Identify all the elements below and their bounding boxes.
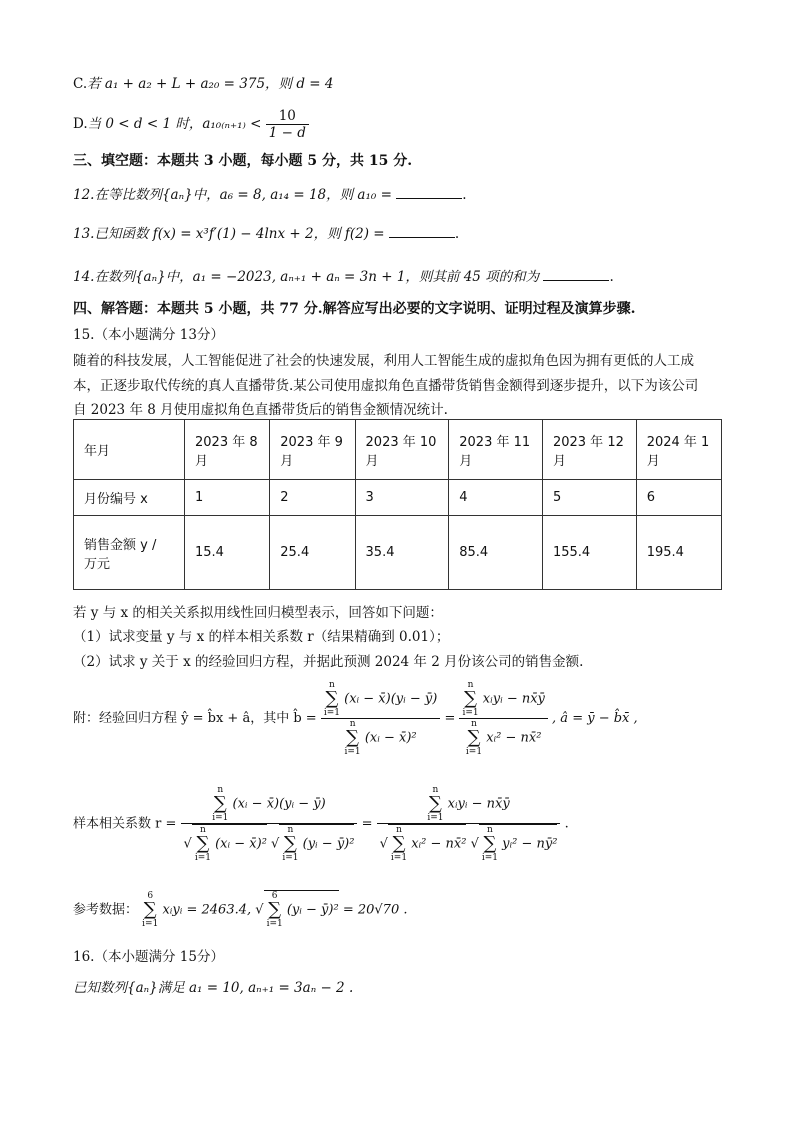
option-c-label: C.: [73, 76, 88, 92]
table-cell: 2023 年 11 月: [449, 420, 543, 480]
table-cell: 155.4: [542, 516, 636, 590]
question-14: [73, 265, 614, 285]
q15-intro: 若 y 与 x 的相关关系拟用线性回归模型表示，回答如下问题：: [73, 605, 443, 621]
table-cell: 1: [185, 480, 270, 516]
fraction-denominator: 1 − d: [268, 125, 306, 141]
table-cell: 2023 年 12 月: [542, 420, 636, 480]
question-12: [73, 183, 467, 203]
option-c: [73, 72, 333, 92]
table-header-x: 月份编号 x: [74, 480, 185, 516]
q14-answer-blank: [543, 268, 609, 281]
r-fraction-2: n ∑ i=1 xᵢyᵢ − nx̄ȳ √n ∑ i=1 xᵢ² − nx̄² √n ∑ i=1 yᵢ² − nȳ²: [377, 785, 561, 863]
appendix-label: 附：经验回归方程 ŷ = b̂x + â，其中 b̂ =: [73, 711, 317, 726]
q15-para-line2: 本，正逐步取代传统的真人直播带货.某公司使用虚拟角色直播带货销售金额得到逐步提升，以下为该公司: [73, 378, 699, 394]
table-cell: 35.4: [355, 516, 449, 590]
table-row-month: [74, 420, 722, 480]
ref-label: 参考数据：: [73, 902, 139, 918]
table-row-x: [74, 480, 722, 516]
table-cell: 2024 年 1 月: [636, 420, 721, 480]
q13-end: .: [454, 226, 460, 242]
r-label: 样本相关系数 r =: [73, 816, 177, 832]
table-cell: 2023 年 9 月: [270, 420, 355, 480]
q12-text: 12.在等比数列{aₙ}中，a₆ = 8, a₁₄ = 18，则 a₁₀ =: [73, 187, 392, 203]
section-4-heading: 四、解答题：本题共 5 小题，共 77 分.解答应写出必要的文字说明、证明过程及演算步骤.: [73, 301, 636, 317]
table-header-month: 年月: [74, 420, 185, 480]
q16-text: 已知数列{aₙ}满足 a₁ = 10, aₙ₊₁ = 3aₙ − 2 .: [73, 980, 354, 996]
table-row-y: [74, 516, 722, 590]
table-cell: 3: [355, 480, 449, 516]
q12-end: .: [462, 187, 467, 203]
table-cell: 2: [270, 480, 355, 516]
r-fraction-1: n ∑ i=1 (xᵢ − x̄)(yᵢ − ȳ) √n ∑ i=1 (xᵢ − x̄)² √n ∑ i=1 (yᵢ − ȳ)²: [181, 785, 358, 863]
question-13: [73, 222, 459, 242]
option-d-text: 当 0 < d < 1 时，a₁₀₍ₙ₊₁₎ <: [87, 116, 262, 132]
table-cell: 6: [636, 480, 721, 516]
table-cell: 4: [449, 480, 543, 516]
option-d: [73, 108, 309, 141]
correlation-formula: 样本相关系数 r = n ∑ i=1 (xᵢ − x̄)(yᵢ − ȳ) √n ∑ i=1 (xᵢ − x̄)² √n ∑ i=1 (yᵢ − ȳ)² = n ∑ i=1 xᵢyᵢ − nx̄ȳ √n ∑ i=1 xᵢ² − nx̄² √n ∑ i=1 yᵢ² − nȳ² .: [73, 785, 569, 863]
q15-para-line1: 随着的科技发展，人工智能促进了社会的快速发展，利用人工智能生成的虚拟角色因为拥有更低的人工成: [73, 353, 694, 369]
option-d-label: D.: [73, 116, 88, 132]
table-cell: 2023 年 8 月: [185, 420, 270, 480]
section-3-heading: 三、填空题：本题共 3 小题，每小题 5 分，共 15 分.: [73, 153, 413, 169]
sales-table: [73, 419, 722, 590]
b-hat-fraction-1: n ∑ i=1 (xᵢ − x̄)(yᵢ − ȳ) n ∑ i=1 (xᵢ − x̄)²: [321, 680, 440, 757]
table-cell: 2023 年 10 月: [355, 420, 449, 480]
table-cell: 5: [542, 480, 636, 516]
q12-answer-blank: [396, 186, 462, 199]
q14-end: .: [609, 269, 614, 285]
table-header-y: 销售金额 y / 万元: [74, 516, 185, 590]
option-c-text: 若 a₁ + a₂ + L + a₂₀ = 375，则 d = 4: [87, 76, 334, 92]
table-cell: 85.4: [449, 516, 543, 590]
q16-title: 16.（本小题满分 15分）: [73, 949, 224, 965]
b-hat-fraction-2: n ∑ i=1 xᵢyᵢ − nx̄ȳ n ∑ i=1 xᵢ² − nx̄²: [459, 680, 547, 757]
table-cell: 15.4: [185, 516, 270, 590]
ref-data-3: = 20√70 .: [342, 902, 408, 918]
q15-title: 15.（本小题满分 13分）: [73, 327, 224, 343]
table-cell: 25.4: [270, 516, 355, 590]
option-d-fraction: [266, 108, 309, 141]
q15-part1: （1）试求变量 y 与 x 的样本相关系数 r（结果精确到 0.01）；: [73, 629, 450, 645]
reference-data: 参考数据： 6 ∑ i=1 xᵢyᵢ = 2463.4, √6 ∑ i=1 (yᵢ − ȳ)² = 20√70 .: [73, 891, 408, 929]
q14-text: 14.在数列{aₙ}中，a₁ = −2023, aₙ₊₁ + aₙ = 3n + 1，则其前 45 项的和为: [73, 269, 540, 285]
q15-para-line3: 自 2023 年 8 月使用虚拟角色直播带货后的销售金额情况统计.: [73, 402, 448, 418]
q13-text: 13.已知函数 f(x) = x³f′(1) − 4lnx + 2，则 f(2) =: [73, 226, 385, 242]
q15-part2: （2）试求 y 关于 x 的经验回归方程，并据此预测 2024 年 2 月份该公司的销售金额.: [73, 654, 584, 670]
ref-data-1: xᵢyᵢ = 2463.4,: [162, 902, 252, 918]
table-cell: 195.4: [636, 516, 721, 590]
regression-formula: 附：经验回归方程 ŷ = b̂x + â，其中 b̂ = n ∑ i=1 (xᵢ − x̄)(yᵢ − ȳ) n ∑ i=1 (xᵢ − x̄)² = n ∑ i=1 xᵢyᵢ − nx̄ȳ n ∑ i=1 xᵢ² − nx̄² , â = ȳ − b̂x̄ ,: [73, 680, 638, 757]
a-hat-formula: , â = ȳ − b̂x̄ ,: [552, 711, 638, 726]
fraction-numerator: 10: [266, 108, 309, 125]
q13-answer-blank: [389, 225, 455, 238]
ref-data-2: (yᵢ − ȳ)²: [286, 902, 339, 918]
